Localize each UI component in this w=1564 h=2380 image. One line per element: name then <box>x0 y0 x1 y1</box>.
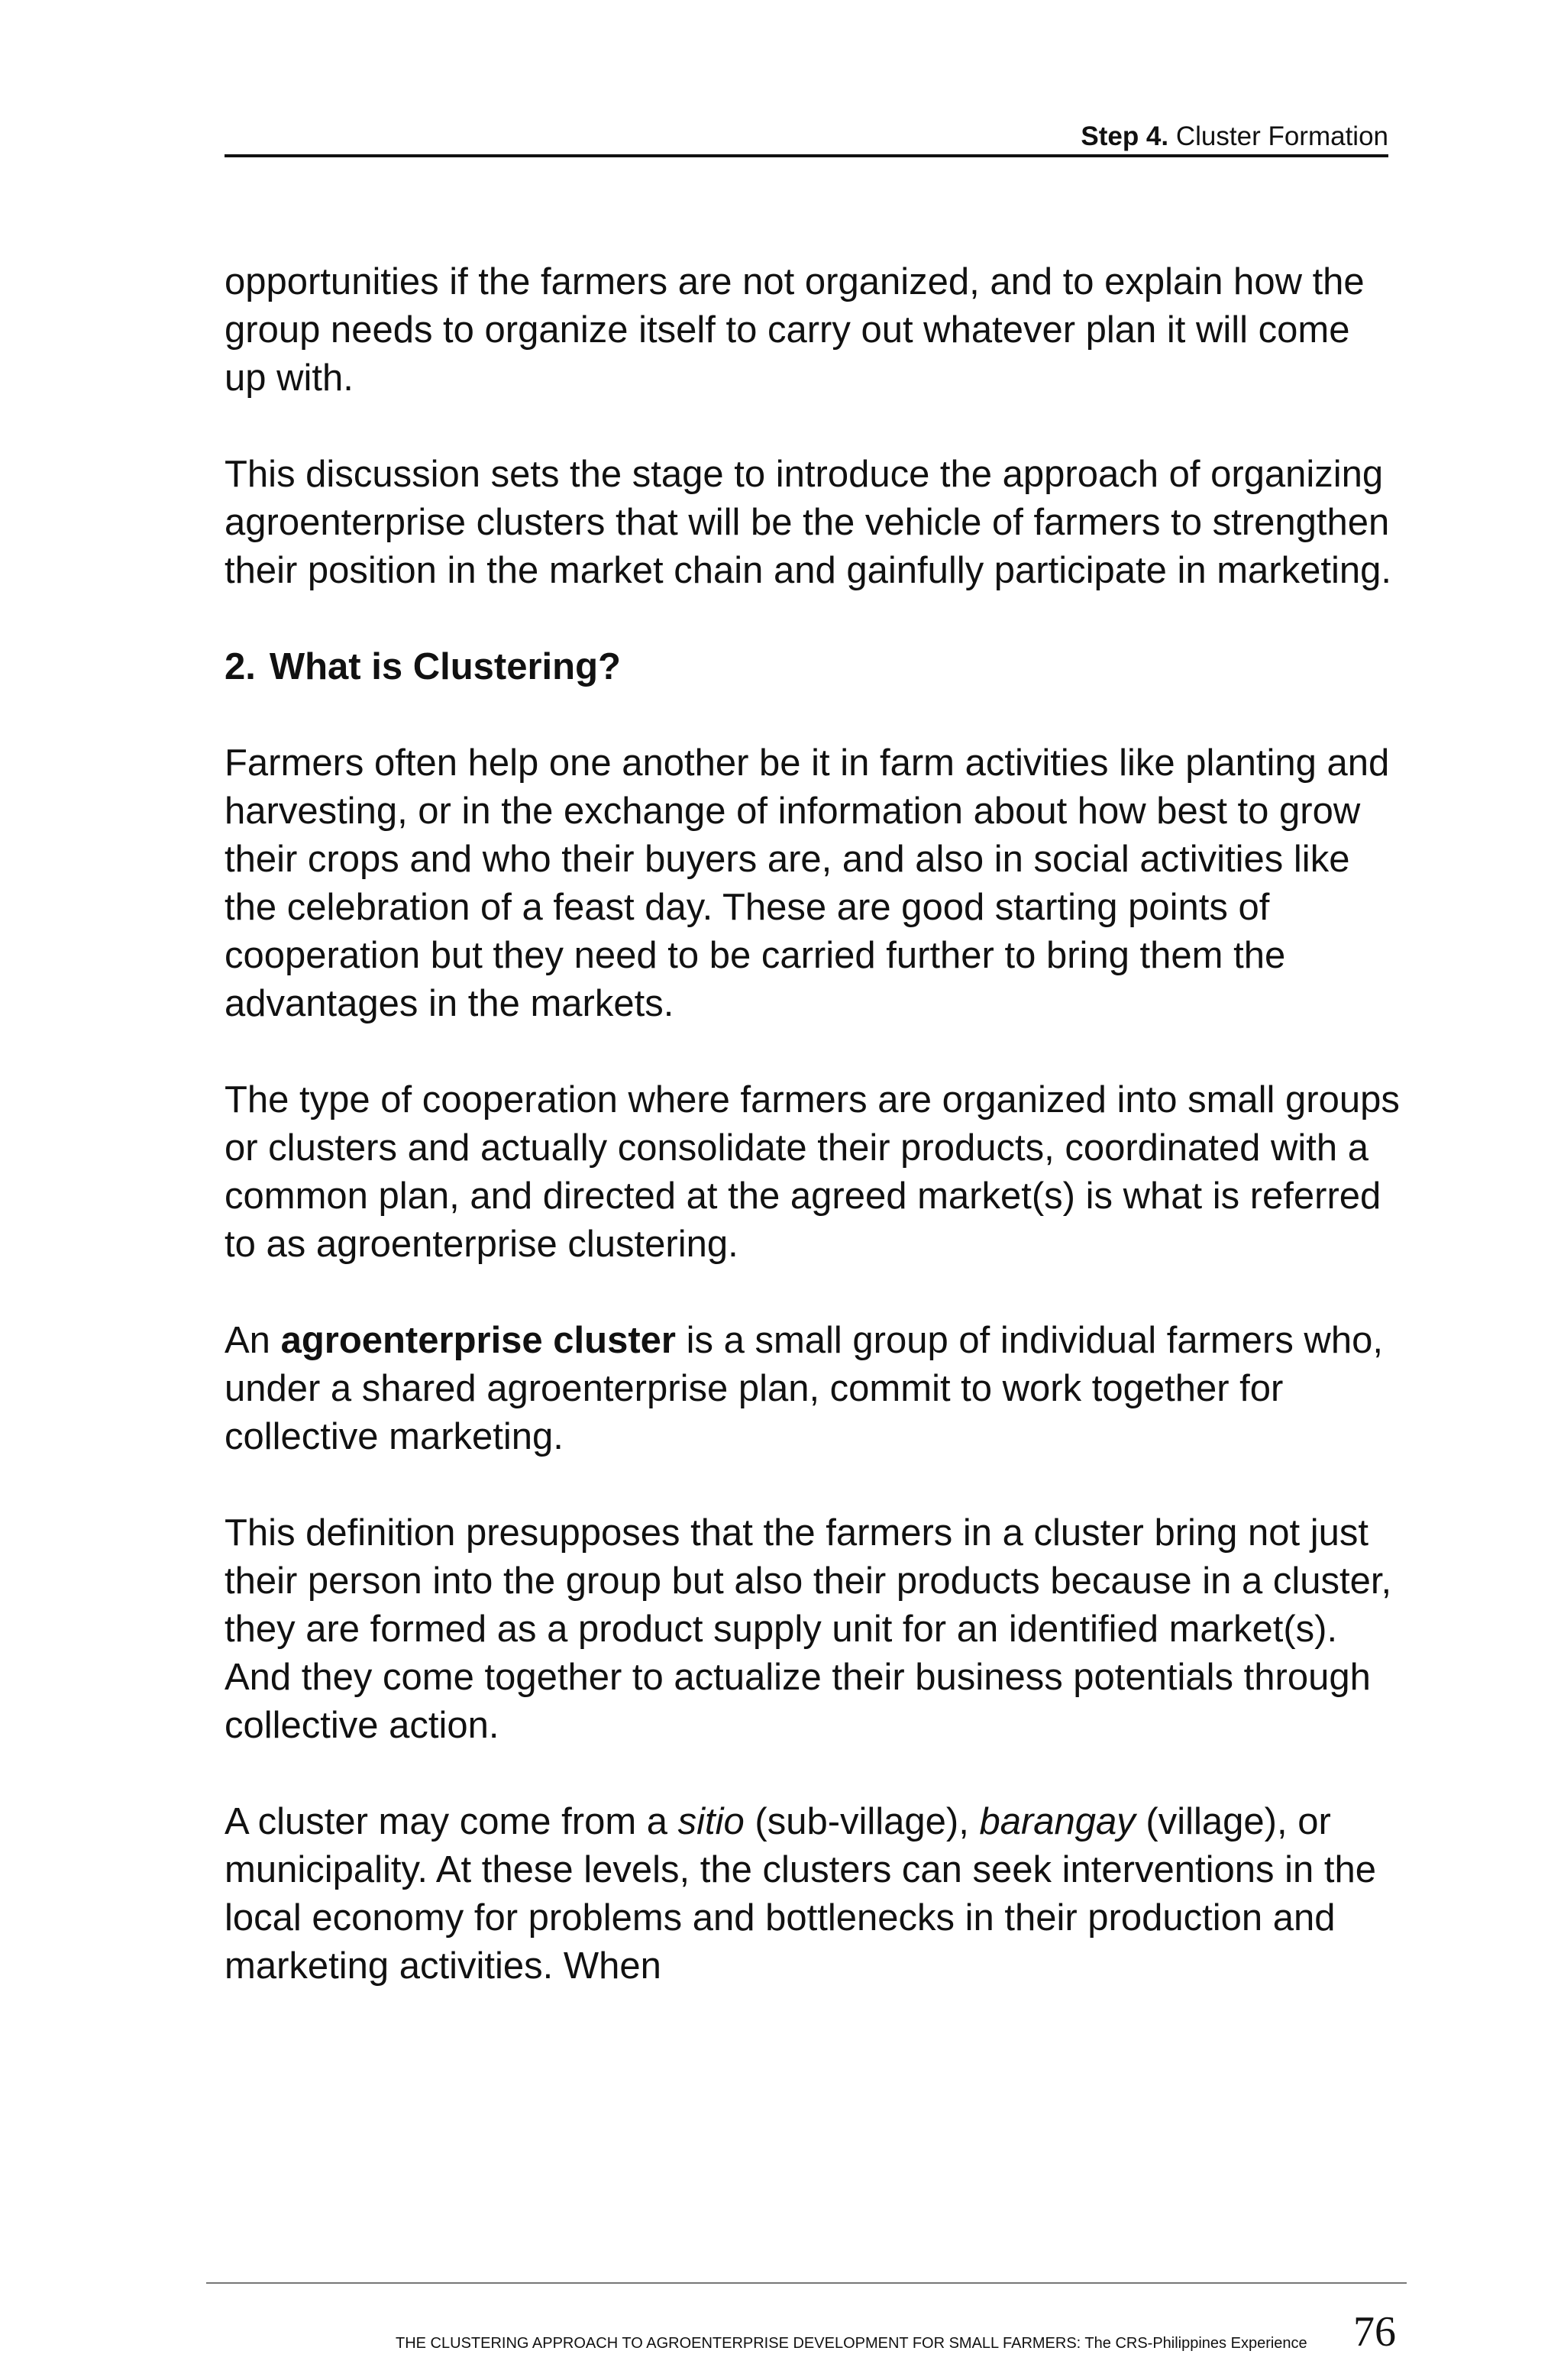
paragraph-1: opportunities if the farmers are not organized, and to explain how the group needs to organize itself to carry out whatever plan it will come up with. <box>225 261 1365 399</box>
section-heading-number: 2. <box>225 646 256 687</box>
paragraph-6: This definition presupposes that the farmers in a cluster bring not just their person into the group but also their products because in a cluster, they are formed as a product supply unit for an identified market(s). And they come together to actualize their business potentials through collective action. <box>225 1512 1392 1746</box>
paragraph-7 <box>225 1798 1401 1990</box>
body-text <box>225 258 1401 2039</box>
paragraph-2: This discussion sets the stage to introduce the approach of organizing agroenterprise clusters that will be the vehicle of farmers to strengthen their position in the market chain and gainfully participate in marketing. <box>225 454 1391 591</box>
paragraph-5-rest: is a small group of individual farmers who, under a shared agroenterprise plan, commit to work together for collective marketing. <box>225 1320 1383 1457</box>
paragraph-4: The type of cooperation where farmers are organized into small groups or clusters and actually consolidate their products, coordinated with a common plan, and directed at the agreed market(s) is what is referred to as agroenterprise clustering. <box>225 1079 1400 1265</box>
footer-book-title: THE CLUSTERING APPROACH TO AGROENTERPRISE DEVELOPMENT FOR SMALL FARMERS: The CRS-Philippines Experience <box>396 2335 1307 2352</box>
term-barangay: barangay <box>979 1801 1136 1842</box>
term-sitio: sitio <box>677 1801 745 1842</box>
section-heading <box>225 643 1401 691</box>
step-label: Step 4. <box>1081 121 1169 151</box>
running-header <box>225 116 1388 157</box>
paragraph-3: Farmers often help one another be it in farm activities like planting and harvesting, or in the exchange of information about how best to grow their crops and who their buyers are, and also in social activities like the celebration of a feast day. These are good starting points of cooperation but they need to be carried further to bring them the advantages in the markets. <box>225 742 1390 1024</box>
paragraph-7-part-a: A cluster may come from a <box>225 1801 678 1842</box>
section-heading-text: What is Clustering? <box>269 646 621 687</box>
paragraph-7-part-c: (village), or municipality. At these levels, the clusters can seek interventions in the local economy for problems and bottlenecks in their production and marketing activities. When <box>225 1801 1376 1987</box>
paragraph-7-part-b: (sub-village), <box>744 1801 980 1842</box>
defined-term: agroenterprise cluster <box>280 1320 676 1361</box>
page-number: 76 <box>1353 2308 1396 2356</box>
footer-divider <box>206 2282 1407 2284</box>
paragraph-5-lead: An <box>225 1320 281 1361</box>
section-title: Cluster Formation <box>1175 121 1388 151</box>
paragraph-5 <box>225 1317 1401 1461</box>
